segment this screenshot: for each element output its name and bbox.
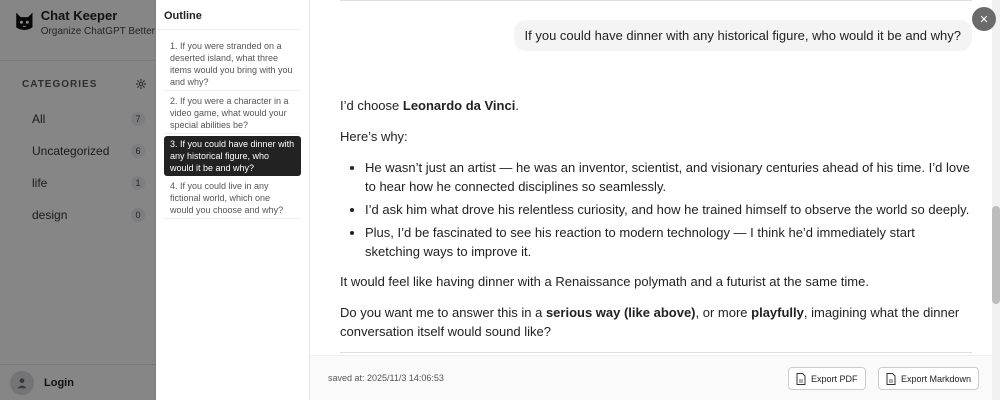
answer-paragraph: I’d choose Leonardo da Vinci. — [340, 98, 519, 113]
outline-item[interactable]: 4. If you could live in any fictional world, which one would you choose and why? — [164, 178, 301, 219]
scrollbar[interactable] — [992, 0, 1000, 400]
chat-view — [310, 0, 1000, 400]
scrollbar-thumb[interactable] — [992, 206, 1000, 304]
user-message: If you could have dinner with any historical figure, who would it be and why? — [514, 20, 972, 51]
file-icon — [886, 373, 896, 385]
export-markdown-button[interactable] — [878, 367, 979, 390]
category-count: 0 — [131, 208, 145, 222]
close-button[interactable]: ✕ — [972, 7, 996, 31]
answer-paragraph: It would feel like having dinner with a Renaissance polymath and a futurist at the same time. — [340, 274, 869, 289]
category-count: 1 — [131, 176, 145, 190]
login-label: Login — [44, 376, 74, 389]
app-title: Chat Keeper — [40, 8, 118, 23]
outline-item[interactable]: 1. If you were stranded on a deserted island, what three items would you bring with you and why? — [164, 38, 301, 91]
outline-item[interactable]: 2. If you were a character in a video game, what would your special abilities be? — [164, 93, 301, 134]
file-icon — [796, 373, 806, 385]
footer-bar — [310, 355, 1000, 400]
answer-list — [340, 158, 970, 261]
outline-list — [156, 30, 309, 219]
export-pdf-button[interactable] — [788, 367, 866, 390]
category-label: design — [32, 208, 68, 222]
categories-title: CATEGORIES — [22, 78, 98, 90]
export-markdown-label: Export Markdown — [901, 373, 972, 384]
category-label: All — [32, 112, 46, 126]
modal-backdrop[interactable] — [0, 0, 156, 400]
app-subtitle: Organize ChatGPT Better — [40, 26, 155, 37]
category-count: 7 — [131, 112, 145, 126]
list-item: • He wasn’t just an artist — he was an inventor, scientist, and visionary centuries ahead of his time. I’d love to hear how he connected disciplines so seamlessly. — [365, 158, 970, 196]
answer-paragraph: Here’s why: — [340, 129, 408, 144]
answer-paragraph: Do you want me to answer this in a serious way (like above), or more playfully, imagining what the dinner conversation itself would sound like? — [340, 305, 960, 339]
list-item: • I’d ask him what drove his relentless curiosity, and how he trained himself to observe the world so deeply. — [365, 200, 970, 219]
outline-title: Outline — [156, 0, 301, 30]
outline-panel — [156, 0, 310, 400]
assistant-message — [340, 96, 970, 353]
category-label: Uncategorized — [32, 144, 110, 158]
category-label: life — [32, 176, 48, 190]
saved-timestamp: saved at: 2025/11/3 14:06:53 — [328, 373, 444, 383]
category-count: 6 — [131, 144, 145, 158]
divider — [340, 352, 972, 353]
outline-item-active[interactable]: 3. If you could have dinner with any historical figure, who would it be and why? — [164, 136, 301, 176]
divider — [340, 0, 972, 1]
export-pdf-label: Export PDF — [811, 373, 858, 384]
list-item: • Plus, I’d be fascinated to see his reaction to modern technology — I think he’d immediately start sketching ways to improve it. — [365, 223, 970, 261]
